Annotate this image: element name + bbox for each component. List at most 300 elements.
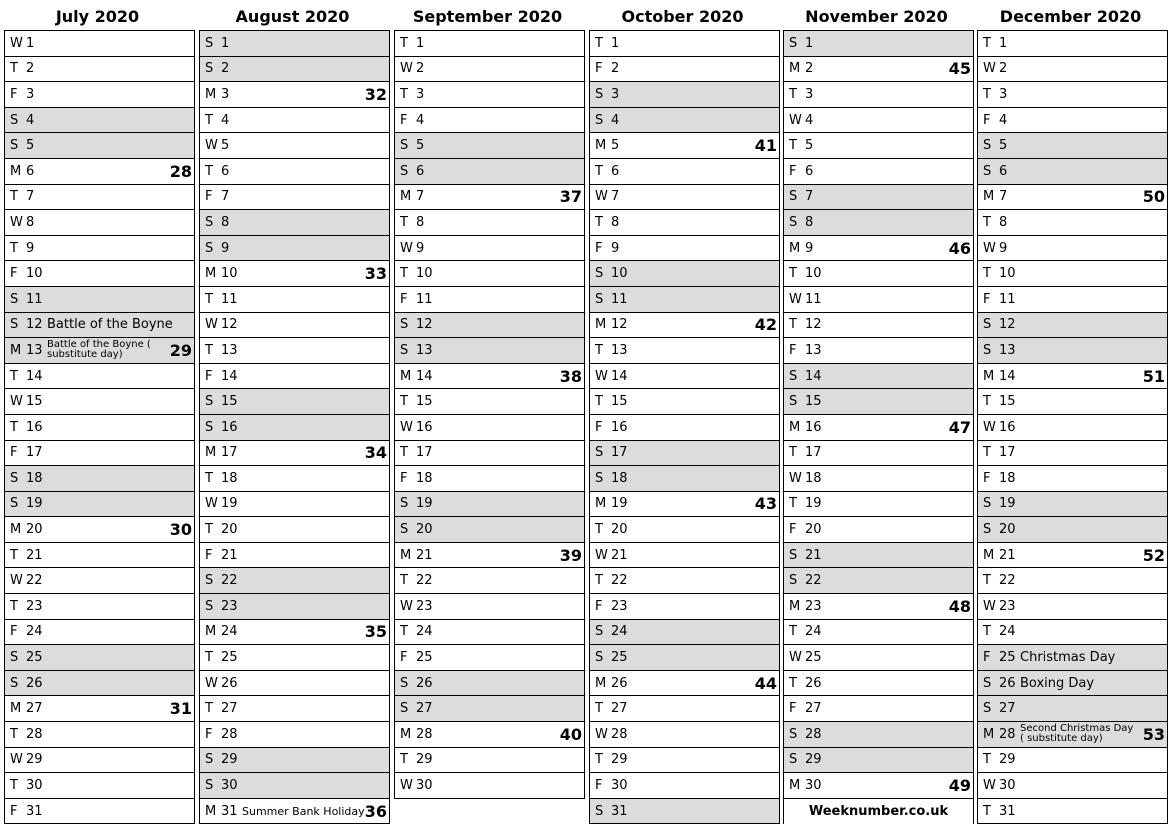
day-number: 30 — [416, 778, 433, 794]
day-row — [590, 313, 779, 339]
day-label — [200, 364, 244, 389]
day-number: 11 — [611, 291, 628, 307]
site-link[interactable]: Weeknumber.co.uk — [808, 804, 949, 820]
day-number: 26 — [805, 675, 822, 691]
day-label — [200, 159, 235, 184]
day-row — [200, 441, 389, 467]
weekday-letter: S — [400, 496, 409, 512]
weekday-letter: T — [983, 752, 991, 768]
weekday-letter: S — [400, 701, 409, 717]
day-row — [978, 415, 1167, 441]
day-number: 8 — [416, 214, 425, 230]
week-number: 36 — [364, 801, 387, 821]
weekday-letter: S — [10, 470, 19, 486]
day-label — [784, 338, 828, 363]
day-label — [5, 543, 49, 568]
day-row — [978, 133, 1167, 159]
holiday-name: Battle of the Boyne — [47, 317, 173, 333]
day-row — [395, 543, 584, 569]
day-row — [590, 671, 779, 697]
day-row — [978, 492, 1167, 518]
day-row — [200, 748, 389, 774]
day-number: 5 — [611, 138, 620, 154]
day-number: 30 — [805, 778, 822, 794]
day-number: 4 — [805, 112, 814, 128]
day-number: 12 — [999, 317, 1016, 333]
day-number: 2 — [26, 61, 35, 77]
weekday-letter: T — [10, 547, 18, 563]
weekday-letter: F — [983, 650, 991, 666]
day-row — [200, 492, 389, 518]
day-label — [978, 748, 1022, 773]
day-number: 15 — [611, 394, 628, 410]
day-number: 18 — [805, 470, 822, 486]
day-row — [784, 568, 973, 594]
weekday-letter: S — [400, 522, 409, 538]
day-row — [395, 261, 584, 287]
weekday-letter: W — [983, 778, 996, 794]
day-label — [784, 517, 828, 542]
day-row — [5, 671, 194, 697]
week-number: 38 — [559, 366, 582, 386]
weekday-letter: S — [400, 675, 409, 691]
day-number: 12 — [26, 317, 43, 333]
weekday-letter: S — [205, 778, 214, 794]
day-row — [590, 338, 779, 364]
day-row — [200, 338, 389, 364]
weekday-letter: F — [595, 778, 603, 794]
day-row — [978, 517, 1167, 543]
day-number: 1 — [611, 35, 620, 51]
weekday-letter: F — [983, 470, 991, 486]
day-row — [5, 645, 194, 671]
day-label — [978, 517, 1022, 542]
week-number: 50 — [1142, 187, 1165, 207]
day-row — [590, 185, 779, 211]
day-label — [784, 133, 819, 158]
weekday-letter: W — [400, 419, 413, 435]
day-label — [5, 389, 49, 414]
day-label — [395, 594, 439, 619]
day-number: 4 — [416, 112, 425, 128]
day-number: 1 — [221, 35, 230, 51]
weekday-letter: S — [595, 112, 604, 128]
weekday-letter: S — [595, 470, 604, 486]
day-label — [200, 466, 244, 491]
day-row — [5, 696, 194, 722]
day-row — [395, 492, 584, 518]
weekday-letter: T — [595, 163, 603, 179]
day-label — [590, 594, 634, 619]
weekday-letter: S — [789, 368, 798, 384]
day-label — [200, 57, 235, 82]
day-row — [784, 722, 973, 748]
weekday-letter: S — [983, 317, 992, 333]
weekday-letter: W — [595, 368, 608, 384]
weekday-letter: T — [789, 86, 797, 102]
weekday-letter: T — [789, 624, 797, 640]
day-label — [590, 261, 634, 286]
weekday-letter: M — [205, 624, 217, 640]
day-label — [395, 108, 430, 133]
month-title: November 2020 — [805, 7, 948, 26]
day-number: 30 — [26, 778, 43, 794]
day-number: 4 — [221, 112, 230, 128]
day-row — [395, 389, 584, 415]
day-row — [978, 364, 1167, 390]
weekday-letter: T — [205, 522, 213, 538]
day-number: 16 — [999, 419, 1016, 435]
day-row — [590, 620, 779, 646]
day-row — [5, 133, 194, 159]
day-number: 26 — [221, 675, 238, 691]
day-row — [5, 415, 194, 441]
weekday-letter: W — [789, 650, 802, 666]
day-number: 6 — [221, 163, 230, 179]
day-label — [784, 108, 819, 133]
weekday-letter: S — [205, 419, 214, 435]
weekday-letter: S — [205, 35, 214, 51]
day-number: 16 — [416, 419, 433, 435]
day-number: 4 — [611, 112, 620, 128]
weekday-letter: M — [10, 163, 22, 179]
month-title: October 2020 — [621, 7, 744, 26]
day-number: 7 — [999, 189, 1008, 205]
day-label — [978, 415, 1022, 440]
week-number: 53 — [1142, 724, 1165, 744]
day-number: 8 — [26, 214, 35, 230]
weekday-letter: S — [789, 752, 798, 768]
weekday-letter: M — [983, 726, 995, 742]
day-label — [784, 364, 828, 389]
weekday-letter: W — [595, 547, 608, 563]
day-number: 3 — [26, 86, 35, 102]
weekday-letter: T — [10, 598, 18, 614]
day-number: 18 — [611, 470, 628, 486]
day-label — [978, 236, 1013, 261]
day-label — [784, 185, 819, 210]
weekday-letter: T — [789, 445, 797, 461]
day-number: 23 — [416, 598, 433, 614]
day-label — [5, 82, 40, 107]
day-number: 17 — [26, 445, 43, 461]
day-label — [5, 415, 49, 440]
day-grid — [783, 30, 974, 824]
month-column — [195, 0, 390, 821]
day-label — [5, 133, 40, 158]
weekday-letter: M — [595, 138, 607, 154]
day-number: 5 — [26, 138, 35, 154]
day-label — [395, 645, 439, 670]
day-label — [784, 236, 819, 261]
day-number: 28 — [999, 726, 1016, 742]
day-row — [395, 364, 584, 390]
day-label — [395, 671, 439, 696]
day-label — [5, 236, 40, 261]
day-row — [978, 696, 1167, 722]
day-number: 13 — [221, 342, 238, 358]
month-title: August 2020 — [235, 7, 350, 26]
day-label — [200, 799, 244, 824]
day-row — [784, 287, 973, 313]
day-label — [200, 133, 235, 158]
day-row — [978, 287, 1167, 313]
day-label — [5, 773, 49, 798]
month-column — [779, 0, 974, 820]
day-number: 27 — [221, 701, 238, 717]
weekday-letter: F — [789, 522, 797, 538]
day-label — [978, 620, 1022, 645]
day-row — [200, 466, 389, 492]
day-label — [395, 287, 439, 312]
day-row — [200, 594, 389, 620]
weekday-letter: M — [983, 547, 995, 563]
weekday-letter: M — [595, 496, 607, 512]
weekday-letter: F — [595, 598, 603, 614]
day-number: 8 — [805, 214, 814, 230]
weekday-letter: M — [400, 726, 412, 742]
weekday-letter: S — [789, 35, 798, 51]
day-row — [5, 748, 194, 774]
day-row — [200, 236, 389, 262]
weekday-letter: S — [205, 394, 214, 410]
day-row — [5, 159, 194, 185]
weekday-letter: F — [400, 650, 408, 666]
day-row — [978, 261, 1167, 287]
week-number: 52 — [1142, 545, 1165, 565]
day-label — [395, 210, 430, 235]
day-label — [5, 31, 40, 56]
weekday-letter: W — [983, 240, 996, 256]
day-label — [784, 313, 828, 338]
day-label — [395, 568, 439, 593]
day-number: 28 — [805, 726, 822, 742]
weekday-letter: T — [400, 214, 408, 230]
day-label — [784, 568, 828, 593]
week-number: 42 — [754, 315, 777, 335]
weekday-letter: S — [205, 752, 214, 768]
weekday-letter: M — [10, 701, 22, 717]
weekday-letter: S — [400, 342, 409, 358]
day-row — [784, 82, 973, 108]
day-number: 3 — [999, 86, 1008, 102]
day-row — [200, 722, 389, 748]
day-row — [200, 543, 389, 569]
day-number: 21 — [805, 547, 822, 563]
month-column — [585, 0, 780, 819]
day-label — [395, 31, 430, 56]
day-number: 21 — [416, 547, 433, 563]
weekday-letter: M — [205, 86, 217, 102]
day-label — [590, 748, 634, 773]
weekday-letter: T — [983, 445, 991, 461]
weekday-letter: W — [205, 138, 218, 154]
day-label — [395, 159, 430, 184]
day-row — [590, 210, 779, 236]
day-row — [978, 185, 1167, 211]
day-number: 11 — [416, 291, 433, 307]
day-row — [200, 389, 389, 415]
day-row — [395, 31, 584, 57]
day-row — [395, 645, 584, 671]
weekday-letter: T — [10, 240, 18, 256]
weekday-letter: T — [595, 342, 603, 358]
weekday-letter: S — [595, 650, 604, 666]
week-number: 43 — [754, 494, 777, 514]
weekday-letter: S — [10, 496, 19, 512]
day-number: 30 — [611, 778, 628, 794]
day-label — [200, 338, 244, 363]
weekday-letter: F — [10, 86, 18, 102]
day-row — [200, 313, 389, 339]
day-row — [784, 236, 973, 262]
day-number: 5 — [416, 138, 425, 154]
week-number: 51 — [1142, 366, 1165, 386]
day-number: 2 — [611, 61, 620, 77]
day-number: 22 — [999, 573, 1016, 589]
day-number: 25 — [26, 650, 43, 666]
day-row — [590, 287, 779, 313]
day-label — [5, 466, 49, 491]
day-label — [395, 543, 439, 568]
day-number: 27 — [999, 701, 1016, 717]
week-number: 40 — [559, 724, 582, 744]
weekday-letter: S — [595, 86, 604, 102]
day-number: 23 — [611, 598, 628, 614]
day-number: 21 — [999, 547, 1016, 563]
day-label — [590, 389, 634, 414]
weekday-letter: T — [595, 701, 603, 717]
day-label — [590, 517, 634, 542]
weekday-letter: M — [595, 675, 607, 691]
day-row — [5, 389, 194, 415]
day-label — [395, 133, 430, 158]
day-row — [200, 517, 389, 543]
day-label — [200, 185, 235, 210]
day-label — [590, 722, 634, 747]
day-number: 19 — [805, 496, 822, 512]
day-number: 15 — [805, 394, 822, 410]
weekday-letter: T — [10, 419, 18, 435]
day-label — [784, 748, 828, 773]
day-row — [784, 108, 973, 134]
day-number: 15 — [999, 394, 1016, 410]
day-label — [978, 108, 1013, 133]
day-number: 24 — [611, 624, 628, 640]
day-row — [395, 722, 584, 748]
weekday-letter: S — [789, 547, 798, 563]
day-label — [395, 773, 439, 798]
day-row — [590, 722, 779, 748]
day-row — [5, 82, 194, 108]
day-label — [5, 722, 49, 747]
weekday-letter: F — [595, 419, 603, 435]
day-number: 30 — [221, 778, 238, 794]
day-label — [590, 159, 625, 184]
day-row — [200, 364, 389, 390]
day-number: 3 — [611, 86, 620, 102]
day-number: 9 — [999, 240, 1008, 256]
day-row — [590, 389, 779, 415]
day-number: 1 — [999, 35, 1008, 51]
day-number: 6 — [611, 163, 620, 179]
day-number: 19 — [611, 496, 628, 512]
weekday-letter: M — [10, 522, 22, 538]
day-label — [590, 364, 634, 389]
day-label — [395, 57, 430, 82]
day-number: 18 — [26, 470, 43, 486]
day-row — [395, 82, 584, 108]
weekday-letter: W — [983, 61, 996, 77]
day-label — [590, 415, 634, 440]
day-number: 31 — [611, 803, 628, 819]
day-row — [395, 441, 584, 467]
day-number: 1 — [416, 35, 425, 51]
day-row — [5, 210, 194, 236]
day-label — [200, 568, 244, 593]
weekday-letter: W — [10, 35, 23, 51]
weekday-letter: T — [983, 214, 991, 230]
day-row — [978, 31, 1167, 57]
day-label — [978, 159, 1013, 184]
day-row — [784, 492, 973, 518]
day-label — [395, 492, 439, 517]
day-label — [395, 748, 439, 773]
weekday-letter: S — [10, 112, 19, 128]
day-label — [5, 210, 40, 235]
weekday-letter: F — [205, 368, 213, 384]
day-row — [395, 210, 584, 236]
day-row — [590, 543, 779, 569]
weekday-letter: M — [789, 240, 801, 256]
day-number: 6 — [26, 163, 35, 179]
day-label — [200, 313, 244, 338]
day-label — [784, 441, 828, 466]
day-number: 15 — [221, 394, 238, 410]
day-number: 2 — [221, 61, 230, 77]
day-label — [395, 82, 430, 107]
day-row — [978, 748, 1167, 774]
day-label — [784, 287, 828, 312]
weekday-letter: W — [983, 598, 996, 614]
day-row — [590, 415, 779, 441]
day-number: 1 — [805, 35, 814, 51]
week-number: 29 — [169, 340, 192, 360]
day-number: 10 — [416, 266, 433, 282]
day-label — [978, 82, 1013, 107]
day-row — [395, 236, 584, 262]
weekday-letter: T — [10, 778, 18, 794]
day-label — [590, 236, 625, 261]
day-row — [200, 210, 389, 236]
day-row — [200, 261, 389, 287]
day-row — [200, 645, 389, 671]
day-row — [5, 236, 194, 262]
weekday-letter: S — [205, 573, 214, 589]
day-row — [978, 441, 1167, 467]
weekday-letter: M — [400, 368, 412, 384]
day-row — [5, 108, 194, 134]
day-label — [784, 594, 828, 619]
day-number: 25 — [221, 650, 238, 666]
weekday-letter: M — [595, 317, 607, 333]
day-number: 18 — [416, 470, 433, 486]
day-row — [395, 594, 584, 620]
day-number: 15 — [416, 394, 433, 410]
weekday-letter: S — [983, 675, 992, 691]
day-number: 21 — [611, 547, 628, 563]
day-number: 8 — [999, 214, 1008, 230]
